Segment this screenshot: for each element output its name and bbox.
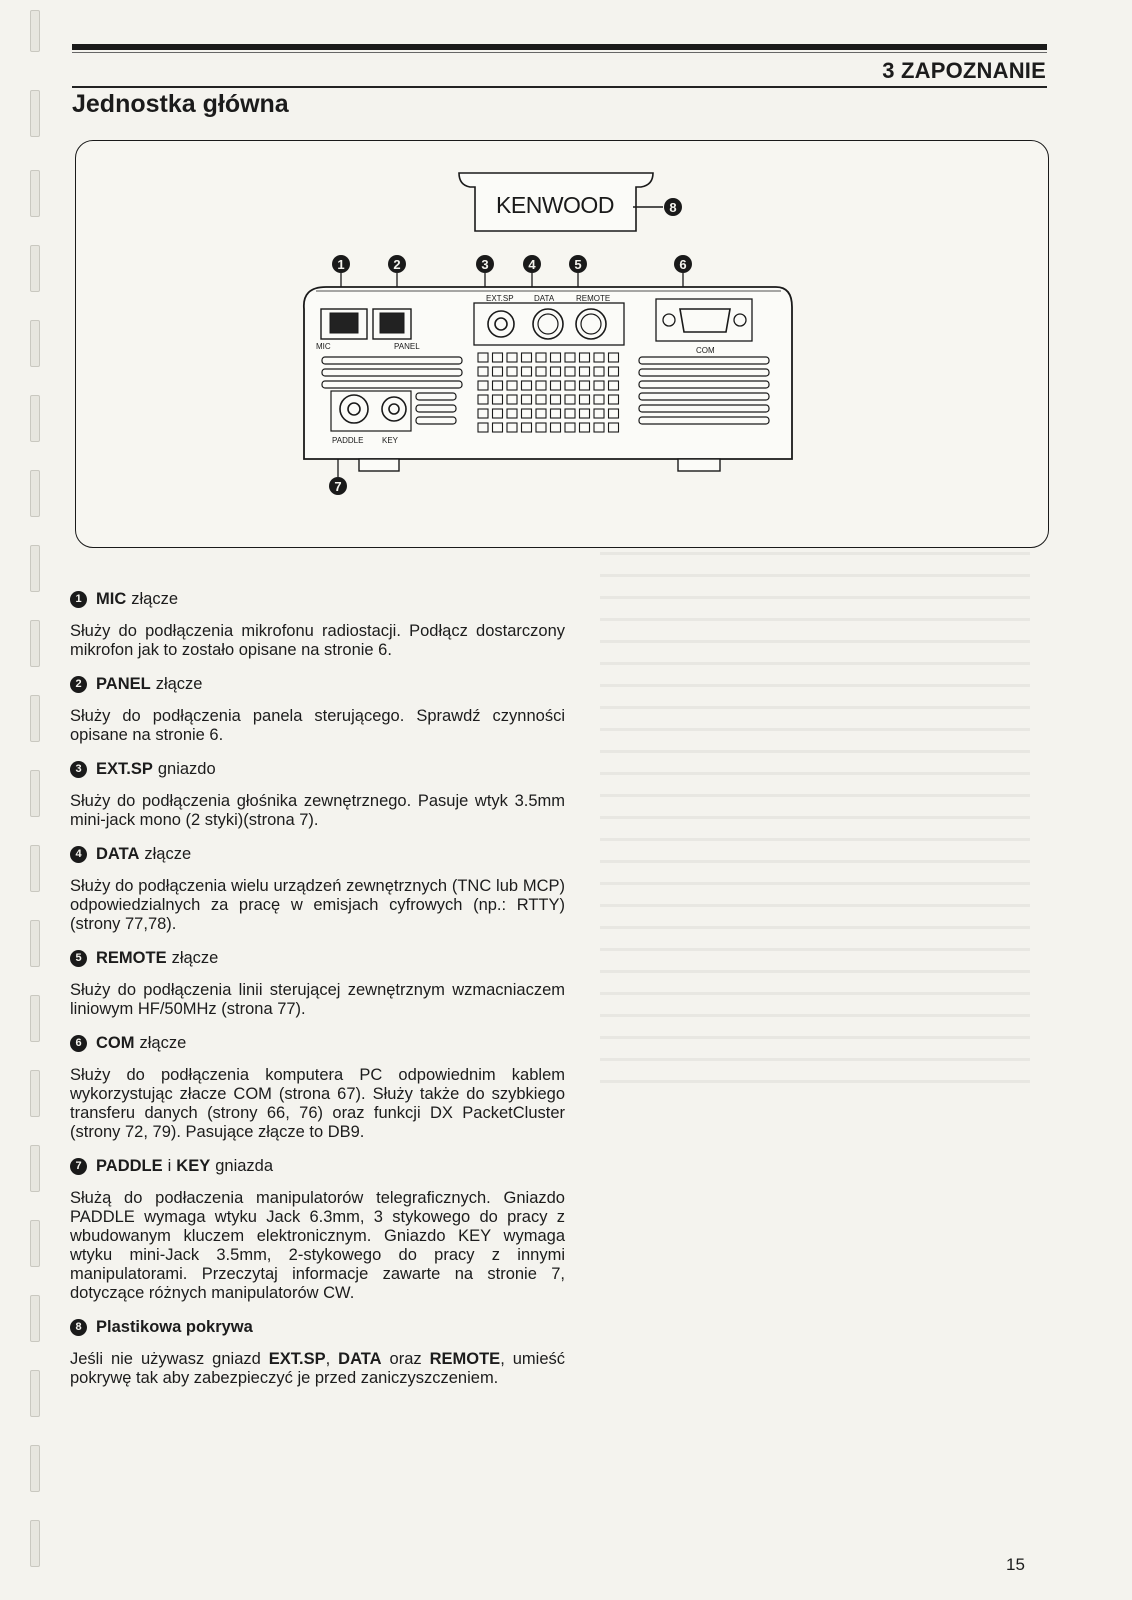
svg-text:6: 6 (679, 257, 687, 272)
rear-panel-figure (75, 140, 1049, 548)
item-type: gniazdo (157, 760, 216, 778)
item-number: 8 (70, 1319, 87, 1336)
com-label: COM (696, 346, 715, 355)
rear-panel-diagram (76, 141, 1048, 547)
remote-label: REMOTE (576, 294, 611, 303)
item-number: 5 (70, 950, 87, 967)
item-type: złącze (139, 1034, 187, 1052)
page-title: Jednostka główna (72, 90, 289, 118)
callout-2 (388, 255, 406, 273)
data-label: DATA (534, 294, 555, 303)
item-name: MIC (96, 590, 127, 608)
item-number: 1 (70, 591, 87, 608)
ext-sp-label: EXT.SP (486, 294, 514, 303)
svg-text:5: 5 (574, 257, 582, 272)
connector-descriptions (70, 590, 565, 1403)
callout-1 (332, 255, 350, 273)
svg-text:3: 3 (481, 257, 489, 272)
item-number: 2 (70, 676, 87, 693)
svg-text:4: 4 (528, 257, 536, 272)
item-panel (70, 675, 565, 745)
item-body: Służy do podłączenia panela sterującego. Sprawdź czynności opisane na stronie 6. (70, 707, 565, 744)
mic-label: MIC (316, 342, 331, 351)
item-remote (70, 949, 565, 1019)
item-name: PADDLE (96, 1157, 163, 1175)
item-paddle-key (70, 1157, 565, 1303)
item-ext-sp (70, 760, 565, 830)
svg-text:7: 7 (334, 479, 342, 494)
item-body: Służy do podłączenia wielu urządzeń zewnętrznych (TNC lub MCP) odpowiedzialnych za pracę w emisjach cyfrowych (np.: RTTY) (strony 77,78). (70, 877, 565, 933)
bleed-through-text (600, 530, 1030, 1090)
item-mic (70, 590, 565, 660)
item-number: 7 (70, 1158, 87, 1175)
brand-label: KENWOOD (496, 192, 614, 218)
callout-5 (569, 255, 587, 273)
item-type: złącze (131, 590, 179, 608)
item-data (70, 845, 565, 934)
item-name: REMOTE (96, 949, 167, 967)
item-name: DATA (96, 845, 140, 863)
item-name: PANEL (96, 675, 151, 693)
item-number: 4 (70, 846, 87, 863)
item-conjunction: i (167, 1157, 172, 1175)
item-type: złącze (155, 675, 203, 693)
item-body: Jeśli nie używasz gniazd EXT.SP, DATA oraz REMOTE, umieść pokrywę tak aby zabezpieczyć je przed zaniczyszczeniem. (70, 1350, 565, 1387)
item-body: Służy do podłączenia komputera PC odpowiednim kablem wykorzystując złacze COM (strona 67). Służy także do szybkiego transferu danych (strony 66, 76) oraz funkcji DX PacketCluster (strony 72, 79). Pasujące złącze to DB9. (70, 1066, 565, 1141)
item-body: Służy do podłączenia mikrofonu radiostacji. Podłącz dostarczony mikrofon jak to zostało opisane na stronie 6. (70, 622, 565, 659)
binding-strip (0, 0, 42, 1600)
item-type: złącze (171, 949, 219, 967)
svg-text:2: 2 (393, 257, 401, 272)
item-body: Służą do podłaczenia manipulatorów telegraficznych. Gniazdo PADDLE wymaga wtyku Jack 6.3mm, 3 stykowego do pracy z wbudowanym kluczem elektronicznym. Gniazdo KEY wymaga wtyku mini-Jack 3.5mm, 2-stykowego do pracy z innymi manipulatorami. Przeczytaj informacje zawarte na stronie 7, dotyczące różnych manipulatorów CW. (70, 1189, 565, 1302)
item-number: 3 (70, 761, 87, 778)
plastic-cover (459, 173, 663, 231)
item-plastic-cover (70, 1318, 565, 1388)
item-com (70, 1034, 565, 1142)
item-body: Służy do podłączenia głośnika zewnętrznego. Pasuje wtyk 3.5mm mini-jack mono (2 styki)(strona 7). (70, 792, 565, 829)
chapter-heading: 3 ZAPOZNANIE (882, 58, 1046, 83)
callout-4 (523, 255, 541, 273)
item-name-2: KEY (176, 1157, 211, 1175)
svg-text:1: 1 (337, 257, 345, 272)
callout-7 (329, 477, 347, 495)
key-label: KEY (382, 436, 399, 445)
panel-label: PANEL (394, 342, 420, 351)
svg-text:8: 8 (669, 200, 677, 215)
callout-8 (664, 198, 682, 216)
header-thin-rule (72, 52, 1047, 53)
item-name: Plastikowa pokrywa (96, 1318, 253, 1336)
item-type: gniazda (215, 1157, 274, 1175)
item-name: EXT.SP (96, 760, 153, 778)
page-number: 15 (1006, 1555, 1025, 1574)
item-number: 6 (70, 1035, 87, 1052)
item-body: Służy do podłączenia linii sterującej zewnętrznym wzmacniaczem liniowym HF/50MHz (strona 77). (70, 981, 565, 1018)
callout-3 (476, 255, 494, 273)
header-top-rule (72, 44, 1047, 50)
item-type: złącze (144, 845, 192, 863)
paddle-label: PADDLE (332, 436, 364, 445)
callout-6 (674, 255, 692, 273)
item-name: COM (96, 1034, 135, 1052)
chapter-rule (72, 86, 1047, 88)
